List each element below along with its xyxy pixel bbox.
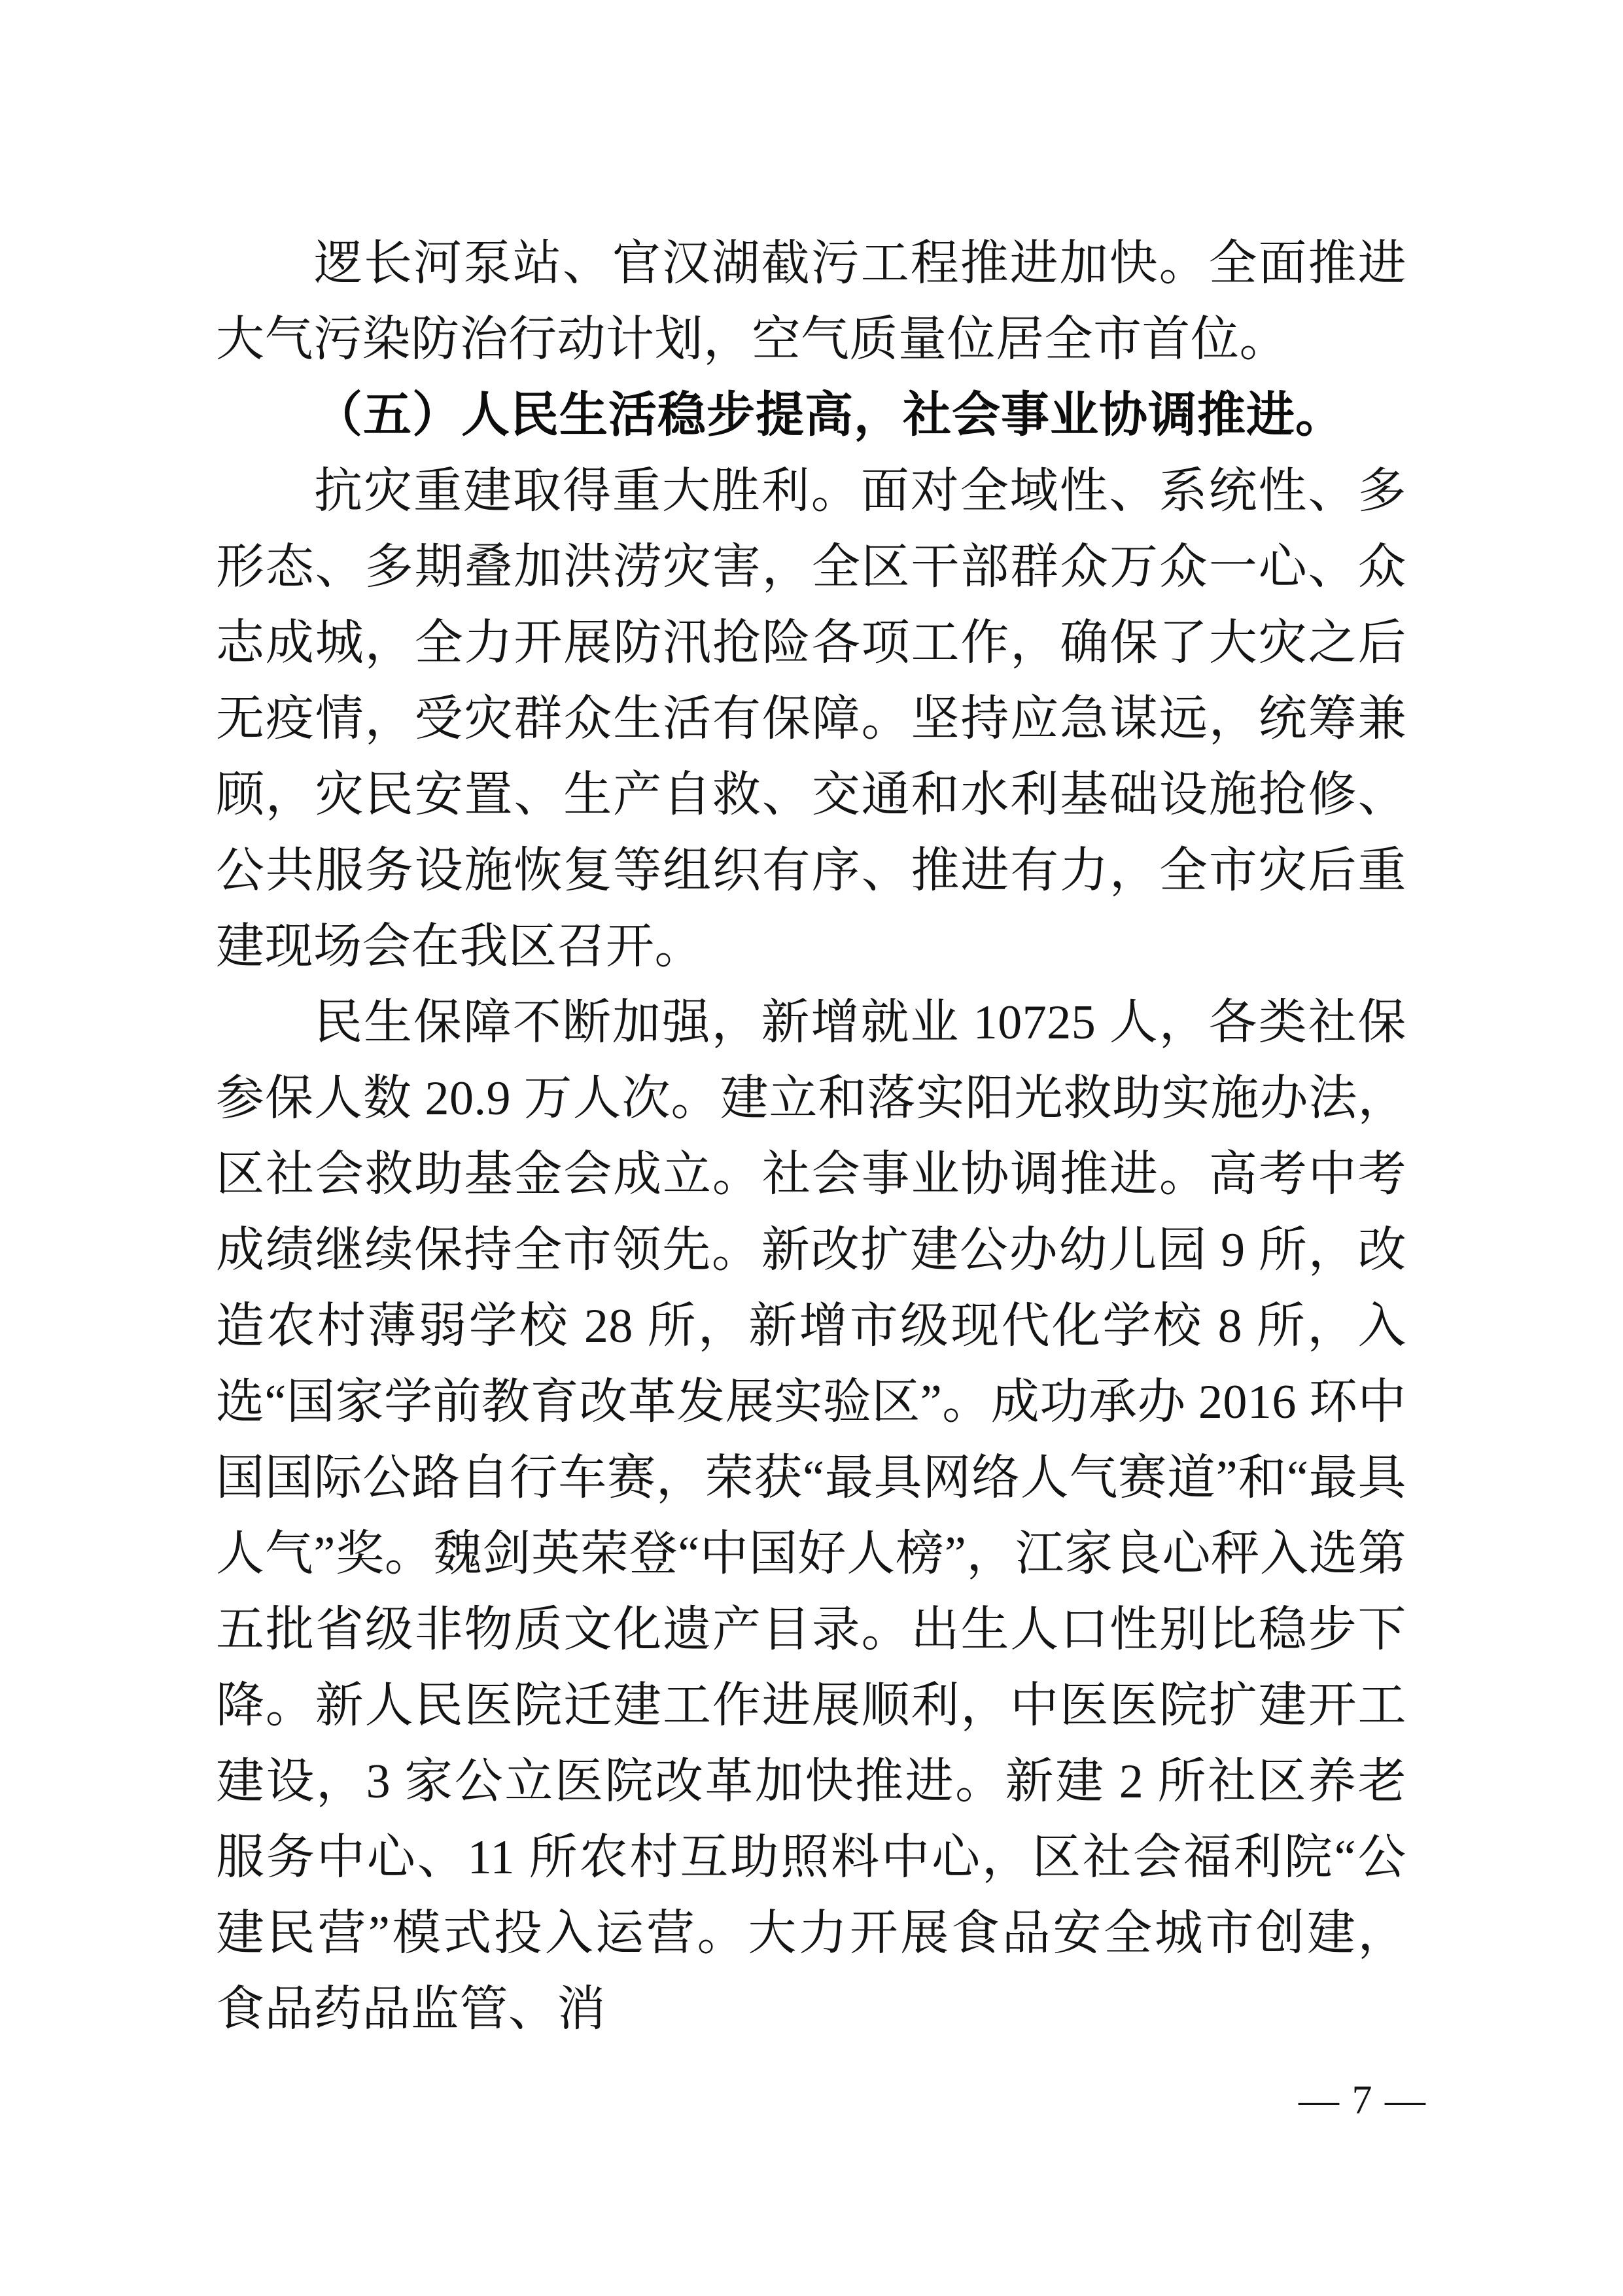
paragraph-livelihood: 民生保障不断加强，新增就业 10725 人，各类社保参保人数 20.9 万人次。建立和落实阳光救助实施办法，区社会救助基金会成立。社会事业协调推进。高考中考成绩继续保持全市领先。新改扩建公办幼儿园 9 所，改造农村薄弱学校 28 所，新增市级现代化学校 8 所，入选“国家学前教育改革发展实验区”。成功承办 2016 环中国国际公路自行车赛，荣获“最具网络人气赛道”和“最具人气”奖。魏剑英荣登“中国好人榜”，江家良心秤入选第五批省级非物质文化遗产目录。出生人口性别比稳步下降。新人民医院迁建工作进展顺利，中医医院扩建开工建设，3 家公立医院改革加快推进。新建 2 所社区养老服务中心、11 所农村互助照料中心，区社会福利院“公建民营”模式投入运营。大力开展食品安全城市创建，食品药品监管、消: [216, 996, 1406, 2036]
document-body: [216, 226, 1406, 2047]
paragraph-continuation: 逻长河泵站、官汉湖截污工程推进加快。全面推进大气污染防治行动计划，空气质量位居全市首位。: [216, 237, 1406, 366]
paragraph-disaster-recovery: 抗灾重建取得重大胜利。面对全域性、系统性、多形态、多期叠加洪涝灾害，全区干部群众万众一心、众志成城，全力开展防汛抢险各项工作，确保了大灾之后无疫情，受灾群众生活有保障。坚持应急谋远，统筹兼顾，灾民安置、生产自救、交通和水利基础设施抢修、公共服务设施恢复等组织有序、推进有力，全市灾后重建现场会在我区召开。: [216, 465, 1406, 974]
section-heading-five: （五）人民生活稳步提高，社会事业协调推进。: [314, 389, 1344, 442]
page-number: — 7 —: [1299, 2078, 1427, 2123]
